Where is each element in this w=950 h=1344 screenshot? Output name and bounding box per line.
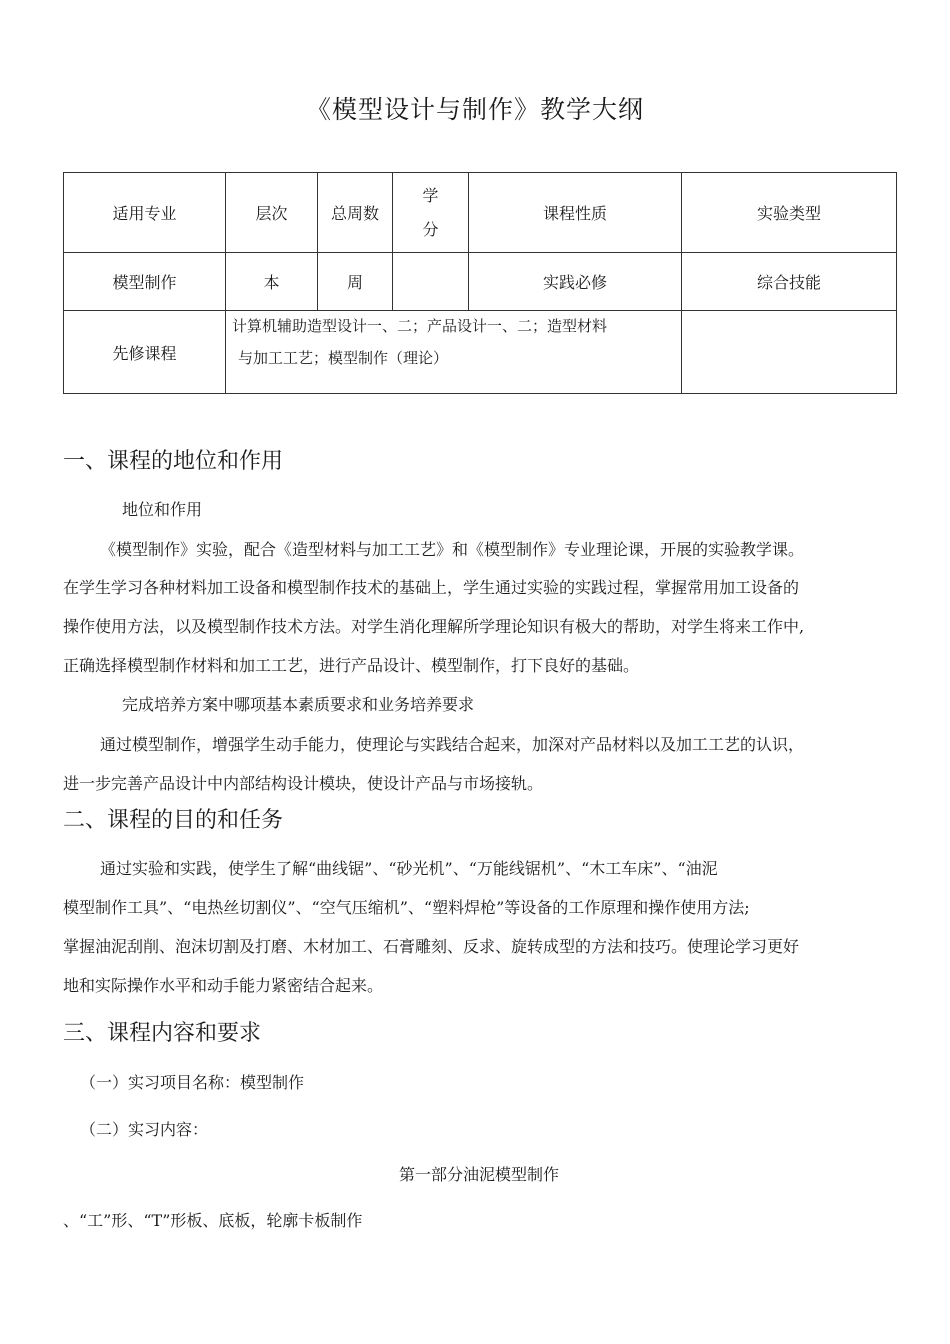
section-3-heading: 三、课程内容和要求 [63,1021,262,1046]
section-1-para2-line-1: 通过模型制作，增强学生动手能力，使理论与实践结合起来，加深对产品材料以及加工工艺的认识， [100,735,805,754]
section-3-item-1: （一）实习项目名称：模型制作 [80,1073,305,1092]
header-total-weeks: 总周数 [318,173,393,253]
section-1-para1-line-1: 《模型制作》实验，配合《造型材料与加工工艺》和《模型制作》专业理论课，开展的实验教学课。 [100,540,805,559]
course-info-table [63,172,897,394]
section-2-para-line-4: 地和实际操作水平和动手能力紧密结合起来。 [63,976,384,995]
section-1-para1-line-3: 操作使用方法，以及模型制作技术方法。对学生消化理解所学理论知识有极大的帮助，对学生将来工作中, [63,617,805,636]
header-experiment-type: 实验类型 [682,173,897,253]
page-title: 《模型设计与制作》教学大纲 [305,95,644,124]
table-row [64,253,897,311]
cell-experiment-type: 综合技能 [682,253,897,311]
section-1-para2-line-2: 进一步完善产品设计中内部结构设计模块，使设计产品与市场接轨。 [63,774,544,793]
content-line-1: 、“工”形、“T”形板、底板，轮廓卡板制作 [63,1211,363,1230]
table-prereq-row [64,311,897,394]
prereq-line-2: 与加工工艺；模型制作（理论） [238,349,449,367]
header-credits-top: 学 [422,185,439,205]
header-credits [393,173,469,253]
section-2-para-line-3: 掌握油泥刮削、泡沫切割及打磨、木材加工、石膏雕刻、反求、旋转成型的方法和技巧。使理论学习更好 [63,937,800,956]
section-3-item-2: （二）实习内容： [80,1120,209,1139]
cell-total-weeks: 周 [318,253,393,311]
section-2-para-line-1: 通过实验和实践，使学生了解“曲线锯”、“砂光机”、“万能线锯机”、“木工车床”、“油泥 [100,859,718,878]
header-course-nature: 课程性质 [469,173,682,253]
table-header-row [64,173,897,253]
cell-course-nature: 实践必修 [469,253,682,311]
header-level: 层次 [226,173,318,253]
cell-major: 模型制作 [64,253,226,311]
section-1-subheading-1: 地位和作用 [122,500,203,519]
header-credits-bottom: 分 [422,219,439,239]
prereq-courses [226,311,682,394]
part-title: 第一部分油泥模型制作 [398,1165,559,1184]
section-1-subheading-2: 完成培养方案中哪项基本素质要求和业务培养要求 [122,695,475,714]
prereq-empty-cell [682,311,897,394]
section-1-heading: 一、课程的地位和作用 [63,449,284,474]
section-2-para-line-2: 模型制作工具”、“电热丝切割仪”、“空气压缩机”、“塑料焊枪”等设备的工作原理和操作使用方法; [63,898,750,917]
cell-level: 本 [226,253,318,311]
section-1-para1-line-4: 正确选择模型制作材料和加工工艺，进行产品设计、模型制作，打下良好的基础。 [63,656,640,675]
header-major: 适用专业 [64,173,226,253]
cell-credits [393,253,469,311]
section-1-para1-line-2: 在学生学习各种材料加工设备和模型制作技术的基础上，学生通过实验的实践过程，掌握常用加工设备的 [63,578,800,597]
section-2-heading: 二、课程的目的和任务 [63,808,284,833]
prereq-line-1: 计算机辅助造型设计一、二；产品设计一、二；造型材料 [232,317,608,335]
prereq-label: 先修课程 [64,311,226,394]
